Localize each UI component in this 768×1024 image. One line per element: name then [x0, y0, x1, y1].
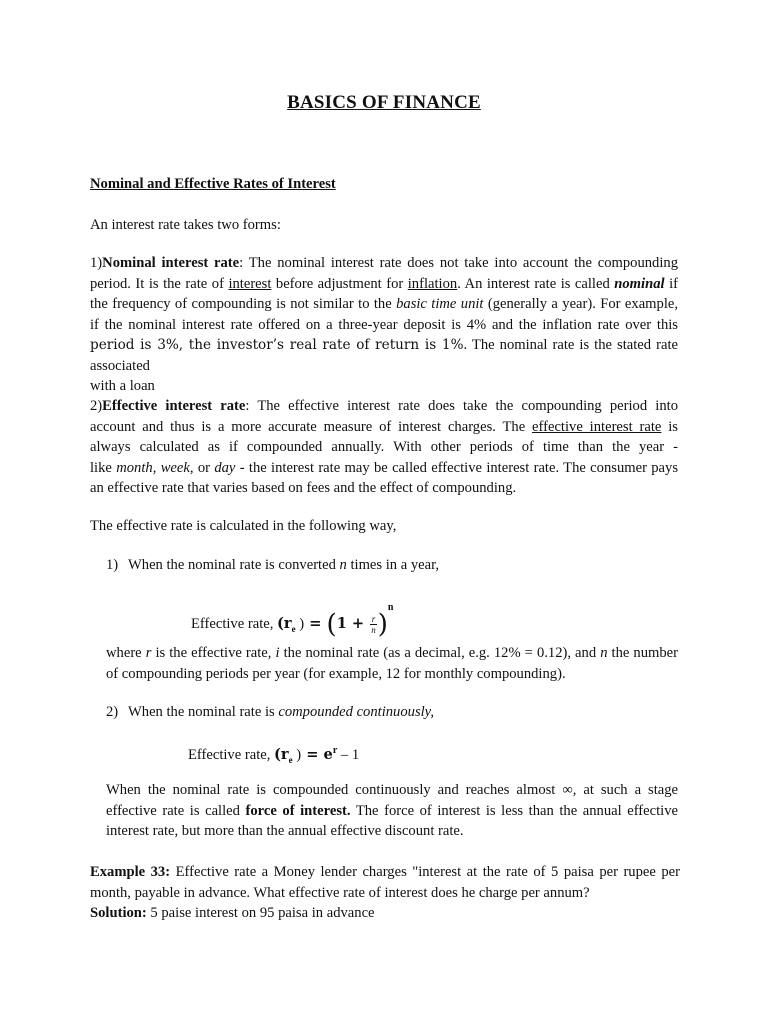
effective-line-5: an effective rate that varies based on fees and the effect of compounding.: [90, 480, 517, 496]
nominal-line-1: 1)Nominal interest rate: The nominal interest rate does not take into account the compounding: [90, 255, 678, 271]
formula-continuous: Effective rate, ($r_e$ ) = $e^r - 1$: [188, 745, 360, 765]
document-title: BASICS OF FINANCE: [287, 92, 481, 113]
inflation-link-text: inflation: [407, 275, 458, 292]
example-33: Example 33: Effective rate a Money lender charges "interest at the rate of 5 paisa per rupee per month, payable in advance. What effective rate of interest does he charge per annum? Solution: 5 paise interest on 95 paisa in advance: [90, 864, 680, 921]
interest-link-text: interest: [228, 275, 272, 292]
nominal-term: Nominal interest rate: [102, 255, 240, 271]
case-1-explanation: where r is the effective rate, i the nominal rate (as a decimal, e.g. 12% = 0.12), and n the number of compounding periods per year (for example, 12 for monthly compounding).: [106, 645, 678, 682]
basic-time-unit: basic time unit: [396, 296, 484, 312]
intro-paragraph: [90, 215, 678, 236]
nominal-line-2: period. It is the rate of interest before adjustment for inflation. An interest rate is called nominal if: [90, 275, 678, 292]
effective-rate-paragraph: [90, 396, 678, 499]
case-2-explanation: When the nominal rate is compounded continuously and reaches almost ∞, at such a stage effective rate is called force of interest. The force of interest is less than the annual effective interest rate, but more than the annual effective discount rate.: [106, 782, 678, 839]
nominal-line-5: period is 3%, the investor’s real rate of return is 1%. The nominal rate is the stated rate associated: [90, 337, 678, 374]
case-1-item: 1) When the nominal rate is converted n times in a year,: [106, 557, 440, 573]
effective-line-3: always calculated as if compounded annually. With other periods of time than the year -: [90, 439, 678, 455]
fraction-r-over-n: $\frac{r}{n}$: [371, 614, 376, 636]
calc-intro: The effective rate is calculated in the following way,: [90, 518, 397, 534]
solution-label: Solution:: [90, 905, 147, 921]
effective-line-2: account and thus is a more accurate measure of interest charges. The effective interest rate is: [90, 418, 678, 435]
formula-compound-n: Effective rate, ($r_e$ ) = (1 + $\frac{r}{n}$ )$^n$: [191, 602, 394, 640]
section-heading: Nominal and Effective Rates of Interest: [90, 176, 336, 192]
effective-line-1: 2)Effective interest rate: The effective interest rate does take the compounding period into: [90, 398, 678, 414]
nominal-rate-paragraph: [90, 253, 678, 397]
effective-term: Effective interest rate: [102, 398, 246, 414]
effective-line-4: like month, week, or day - the interest rate may be called effective interest rate. The consumer pays: [90, 459, 678, 476]
nominal-line-4: if the nominal interest rate offered on a three-year deposit is 4% and the inflation rate over this: [90, 316, 678, 333]
effective-rate-link-text: effective interest rate: [532, 418, 662, 435]
nominal-emphasis: nominal: [614, 275, 665, 292]
case-2-item: 2) When the nominal rate is compounded continuously,: [106, 704, 435, 720]
example-label: Example 33:: [90, 864, 171, 880]
force-of-interest-term: force of interest.: [245, 802, 351, 819]
intro-text: An interest rate takes two forms:: [90, 217, 281, 233]
nominal-line-3: the frequency of compounding is not similar to the basic time unit (generally a year). For example,: [90, 296, 678, 312]
nominal-line-6: with a loan: [90, 378, 155, 394]
